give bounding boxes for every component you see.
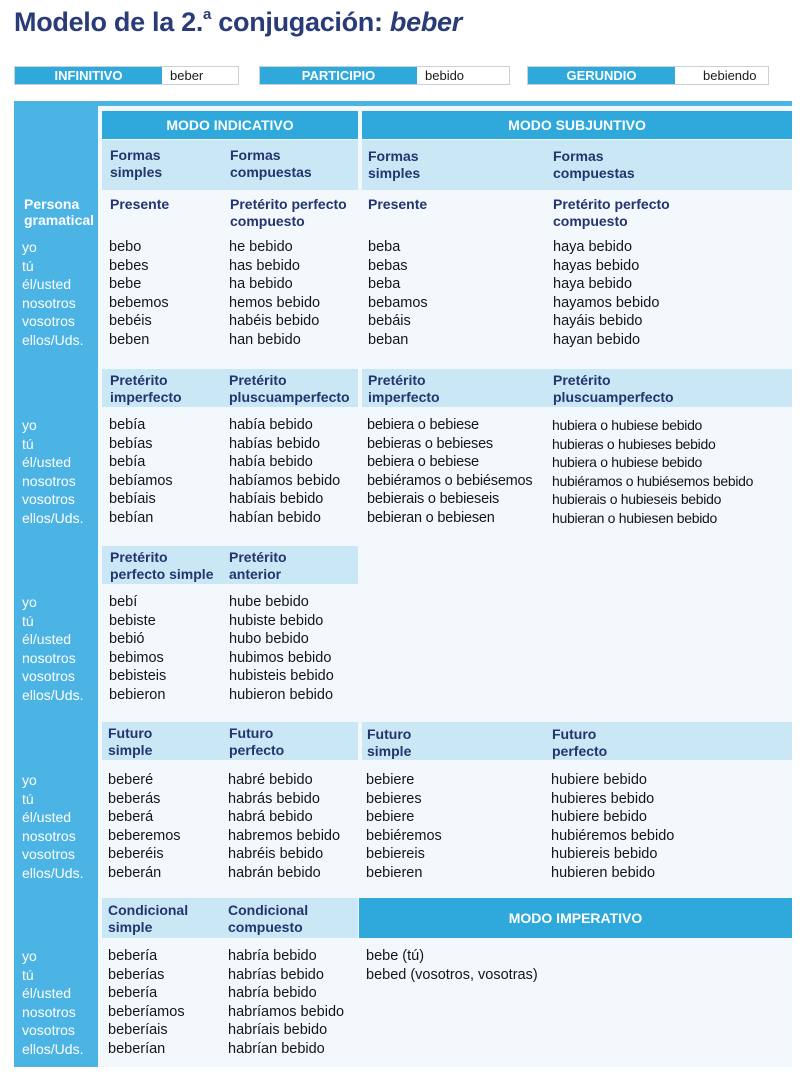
gerund-box bbox=[527, 66, 769, 85]
tense-header: Pretérito imperfecto bbox=[110, 372, 182, 405]
tense-header: Futuro simple bbox=[108, 725, 153, 758]
form-column: bebería beberías bebería beberíamos beberíais beberían bbox=[108, 948, 185, 1057]
tense-header: Pretérito imperfecto bbox=[368, 372, 440, 405]
form-column: hubiere bebido hubieres bebido hubiere bebido hubiéremos bebido hubiereis bebido hubieren bebido bbox=[551, 772, 675, 881]
person-labels: yo tú él/usted nosotros vosotros ellos/Uds. bbox=[22, 239, 84, 348]
participle-box bbox=[259, 66, 510, 85]
sub-compound-col-header: Formas compuestas bbox=[553, 148, 635, 181]
sub-simple-col-header: Formas simples bbox=[368, 148, 421, 181]
form-column: habré bebido habrás bebido habrá bebido habremos bebido habréis bebido habrán bebido bbox=[228, 772, 341, 881]
participle-value: bebido bbox=[417, 67, 509, 84]
form-column: beberé beberás beberá beberemos beberéis beberán bbox=[108, 772, 181, 881]
participle-label: PARTICIPIO bbox=[260, 67, 417, 84]
tense-header: Pretérito anterior bbox=[229, 549, 287, 582]
tense-header: Presente bbox=[110, 196, 170, 212]
mode-indicative-header: MODO INDICATIVO bbox=[102, 111, 358, 139]
form-column: bebiere bebieres bebiere bebiéremos bebiereis bebieren bbox=[366, 772, 442, 881]
tense-header: Presente bbox=[368, 196, 428, 212]
form-column: hubiera o hubiese bebido hubieras o hubieses bebido hubiera o hubiese bebido hubiéramos o hubiésemos bebido hubierais o hubieseis bebido hubieran o hubiesen bebido bbox=[552, 417, 754, 526]
person-labels: yo tú él/usted nosotros vosotros ellos/Uds. bbox=[22, 594, 84, 703]
form-column: habría bebido habrías bebido habría bebido habríamos bebido habríais bebido habrían bebido bbox=[228, 948, 345, 1057]
mode-subjunctive-header: MODO SUBJUNTIVO bbox=[362, 111, 792, 139]
tense-header: Pretérito pluscuamperfecto bbox=[553, 372, 674, 405]
page-title: Modelo de la 2.$^a$ conjugación: beber bbox=[14, 6, 462, 37]
form-column: hube bebido hubiste bebido hubo bebido hubimos bebido hubisteis bebido hubieron bebido bbox=[229, 594, 334, 703]
form-column: bebí bebiste bebió bebimos bebisteis bebieron bbox=[109, 594, 167, 703]
person-labels: yo tú él/usted nosotros vosotros ellos/Uds. bbox=[22, 772, 84, 881]
form-column: beba bebas beba bebamos bebáis beban bbox=[368, 239, 428, 348]
form-column: bebiera o bebiese bebieras o bebieses bebiera o bebiese bebiéramos o bebiésemos bebierais o bebieseis bebieran o bebiesen bbox=[367, 417, 533, 526]
table-top-strip bbox=[14, 101, 792, 106]
infinitive-label: INFINITIVO bbox=[15, 67, 162, 84]
form-column: he bebido has bebido ha bebido hemos bebido habéis bebido han bebido bbox=[229, 239, 321, 348]
tense-header: Pretérito perfecto simple bbox=[110, 549, 214, 582]
mode-imperative-header: MODO IMPERATIVO bbox=[359, 898, 792, 938]
tense-header: Futuro perfecto bbox=[229, 725, 285, 758]
persona-gramatical-header: Persona gramatical bbox=[24, 196, 95, 228]
tense-header: Pretérito pluscuamperfecto bbox=[229, 372, 350, 405]
person-labels: yo tú él/usted nosotros vosotros ellos/Uds. bbox=[22, 417, 84, 526]
form-column: bebía bebías bebía bebíamos bebíais bebían bbox=[109, 417, 173, 526]
gerund-value: bebiendo bbox=[675, 67, 768, 84]
imperative-forms: bebe (tú) bebed (vosotros, vosotras) bbox=[366, 948, 538, 983]
tense-header: Futuro perfecto bbox=[552, 726, 608, 759]
form-column: haya bebido hayas bebido haya bebido hayamos bebido hayáis bebido hayan bebido bbox=[553, 239, 660, 348]
tense-header: Pretérito perfecto compuesto bbox=[553, 196, 670, 229]
tense-header: Condicional compuesto bbox=[228, 902, 309, 935]
tense-header: Condicional simple bbox=[108, 902, 189, 935]
form-column: había bebido habías bebido había bebido habíamos bebido habíais bebido habían bebido bbox=[229, 417, 341, 526]
ind-compound-col-header: Formas compuestas bbox=[230, 147, 312, 180]
infinitive-box bbox=[14, 66, 239, 85]
tense-header: Pretérito perfecto compuesto bbox=[230, 196, 347, 229]
ind-simple-col-header: Formas simples bbox=[110, 147, 163, 180]
gerund-label: GERUNDIO bbox=[528, 67, 675, 84]
person-labels: yo tú él/usted nosotros vosotros ellos/Uds. bbox=[22, 948, 84, 1057]
form-column: bebo bebes bebe bebemos bebéis beben bbox=[109, 239, 169, 348]
tense-header: Futuro simple bbox=[367, 726, 412, 759]
infinitive-value: beber bbox=[162, 67, 238, 84]
